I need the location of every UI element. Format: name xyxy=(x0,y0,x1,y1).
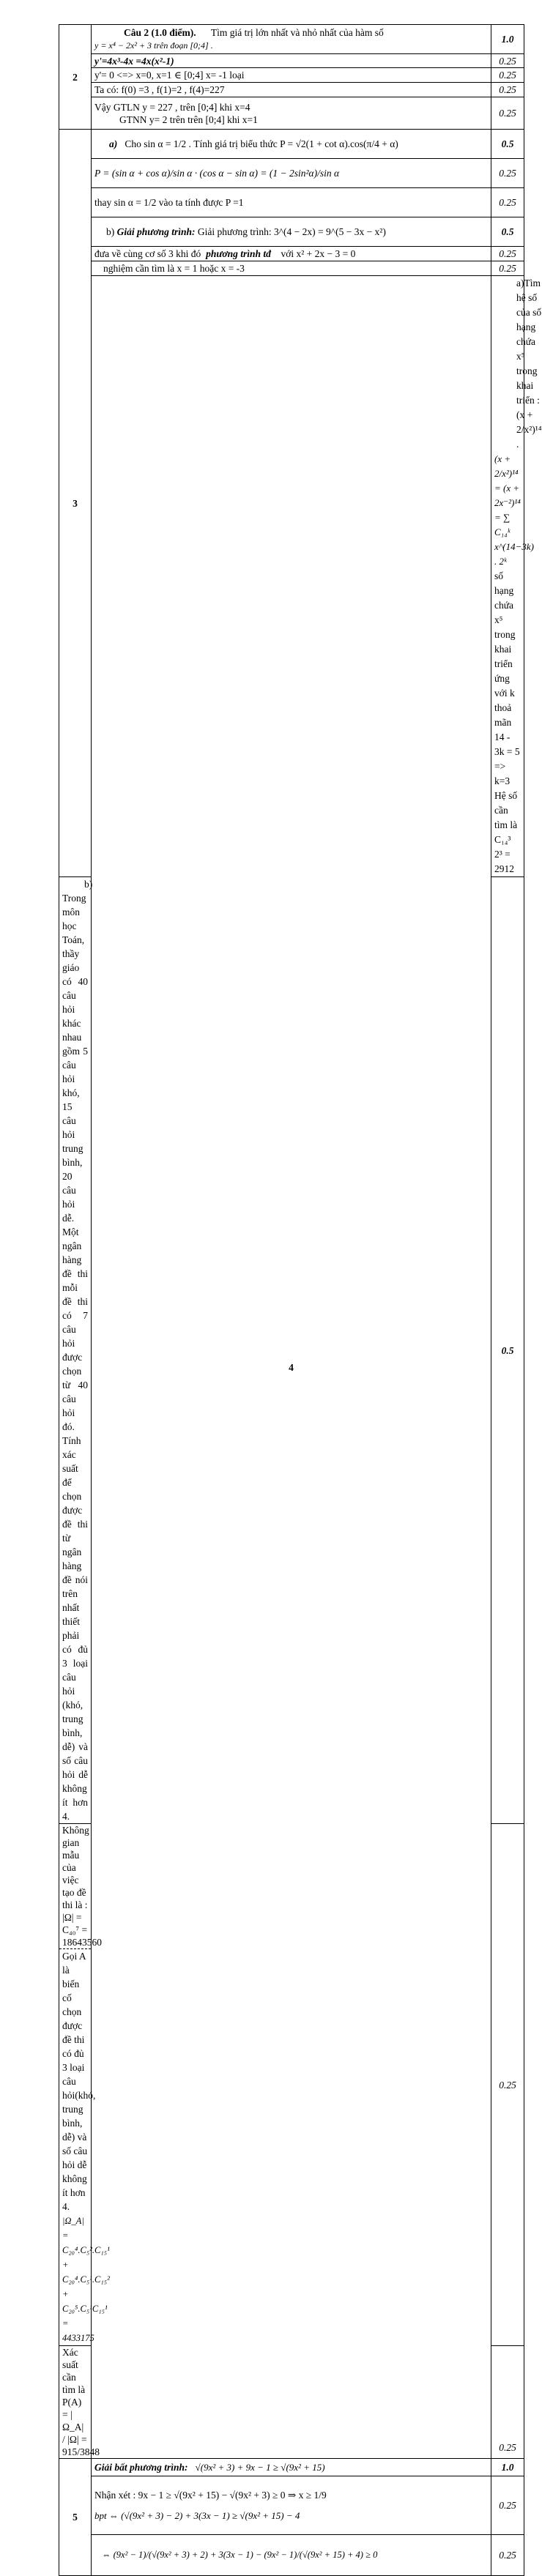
q4-b-event-score: 0.25 xyxy=(491,1824,524,2346)
q5-title-expr: √(9x² + 3) + 9x − 1 ≥ √(9x² + 15) xyxy=(195,2462,325,2473)
q4-b-event-calc: |Ω_A| = C₂₀⁴.C₅².C₁₅¹ + C₂₀⁴.C₅¹.C₁₅² + C₂₀⁵.C₅¹C₁₅¹ = 4433175 xyxy=(62,2216,110,2343)
q2-step-2: y'= 0 <=> x=0, x=1 ∈ [0;4] x= -1 loại xyxy=(92,68,491,83)
q3-b-step-2-score: 0.25 xyxy=(491,261,524,276)
q2-step-3-score: 0.25 xyxy=(491,83,524,97)
question-number-3: 3 xyxy=(59,130,92,877)
q3-b-prompt: Giải phương trình: 3^(4 − 2x) = 9^(5 − 3x − x²) xyxy=(197,226,386,237)
q2-conclusion-cell xyxy=(92,97,491,130)
q5-remark-cell xyxy=(92,2476,491,2535)
q2-prompt: Tìm giá trị lớn nhất và nhỏ nhất của hàm số xyxy=(210,27,384,38)
q3-a-label: a) xyxy=(109,138,118,149)
q2-conclusion-min: GTNN y= 2 trên trên [0;4] khi x=1 xyxy=(119,113,258,125)
q4-b-probability: Xác suất cần tìm là P(A) = |Ω_A| / |Ω| = 915/3848 xyxy=(59,2346,92,2459)
q2-title: Câu 2 (1.0 điểm). xyxy=(124,27,196,38)
q3-a-step-1-score: 0.25 xyxy=(491,159,524,188)
q5-final-score: 0.25 xyxy=(491,2535,524,2576)
q3-b-step-2-cell xyxy=(92,261,491,276)
q4-b-event: Gọi A là biến cố chọn được đề thi có đủ 3 loại câu hỏi(khó, trung bình, dễ) và số câu hỏi dễ không ít hơn 4. xyxy=(62,1951,96,2212)
q4-b-score: 0.5 xyxy=(491,877,524,1824)
q2-conclusion-score: 0.25 xyxy=(491,97,524,130)
q3-b-label: b) xyxy=(106,226,115,237)
q4-b-probability-score: 0.25 xyxy=(491,2346,524,2459)
q2-step-3: Ta có: f(0) =3 , f(1)=2 , f(4)=227 xyxy=(92,83,491,97)
q4-a-expand: (x + 2/x²)¹⁴ = (x + 2x⁻²)¹⁴ = ∑ C₁₄ᵏ x^(14−3k) . 2ᵏ xyxy=(494,453,534,567)
q3-b-step-1-score: 0.25 xyxy=(491,247,524,261)
question-number-5: 5 xyxy=(59,2459,92,2576)
q3-a-step-2: thay sin α = 1/2 vào ta tính được P =1 xyxy=(92,188,491,217)
q2-step-1: y'=4x³-4x =4x(x²-1) xyxy=(92,54,491,68)
q3-b-bold: Giải phương trình: xyxy=(116,226,196,237)
q2-title-score: 1.0 xyxy=(491,25,524,54)
q3-b-step-1-pre: đưa về cùng cơ số 3 khi đó xyxy=(94,248,201,259)
q5-title-score: 1.0 xyxy=(491,2459,524,2476)
question-number-4: 4 xyxy=(92,276,491,2459)
q2-function: y = x⁴ − 2x² + 3 trên đoạn [0;4] . xyxy=(94,40,213,51)
q4-a-line-3: số hạng chứa x⁵ trong khai triển ứng với k thoả mãn 14 - 3k = 5 => k=3 xyxy=(494,570,520,786)
q3-a-prompt: Cho sin α = 1/2 . Tính giá trị biểu thức P = √2(1 + cot α).cos(π/4 + α) xyxy=(125,138,398,149)
q5-remark: Nhận xét : 9x − 1 ≥ √(9x² + 15) − √(9x² + 3) ≥ 0 ⇒ x ≥ 1/9 xyxy=(94,2489,327,2501)
q3-a-step-1: P = (sin α + cos α)/sin α · (cos α − sin α) = (1 − 2sin²α)/sin α xyxy=(92,159,491,188)
q3-b-step-1-cell xyxy=(92,247,491,261)
q4-a-cell xyxy=(491,276,542,877)
q4-a-line-4: Hệ số cần tìm là C₁₄³ 2³ = 2912 xyxy=(494,790,518,874)
question-number-2: 2 xyxy=(59,25,92,130)
q2-title-cell xyxy=(92,25,491,54)
q4-a-prompt: a)Tìm hệ số của số hạng chứa x⁵ trong khai triển : (x + 2/x²)¹⁴ . xyxy=(516,278,542,450)
q5-remark-score: 0.25 xyxy=(491,2476,524,2535)
q4-b-prompt: b) Trong môn học Toán, thầy giáo có 40 câu hỏi khác nhau gồm 5 câu hỏi khó, 15 câu hỏi trung bình, 20 câu hỏi dễ. Một ngân hàng đề thi mỗi đề thi có 7 câu hỏi được chọn từ 40 câu hỏi đó. Tính xác suất để chọn được đề thi từ ngân hàng đề nói trên nhất thiết phải có đủ 3 loại câu hỏi (khó, trung bình, dễ) và số câu hỏi dễ không ít hơn 4. xyxy=(59,877,92,1824)
q2-conclusion-max: Vậy GTLN y = 227 , trên [0;4] khi x=4 xyxy=(94,101,250,113)
q4-b-sample-space: Không gian mẫu của việc tạo đề thi là : |Ω| = C₄₀⁷ = 18643560 xyxy=(59,1824,92,1949)
q3-a-step-2-score: 0.25 xyxy=(491,188,524,217)
q5-title-bold: Giải bất phương trình: xyxy=(94,2462,188,2473)
q3-a-score: 0.5 xyxy=(491,130,524,159)
q4-b-event-cell xyxy=(59,1949,110,2346)
q3-b-score: 0.5 xyxy=(491,217,524,247)
answer-table xyxy=(59,24,542,2576)
q3-b-step-1-post: với x² + 2x − 3 = 0 xyxy=(281,248,356,259)
q3-a-prompt-cell xyxy=(92,130,491,159)
q5-final: ⇔ (9x² − 1)/(√(9x² + 3) + 2) + 3(3x − 1) − (9x² − 1)/(√(9x² + 15) + 4) ≥ 0 xyxy=(92,2535,491,2576)
q2-step-1-score: 0.25 xyxy=(491,54,524,68)
q5-bpt: bpt ⇔ (√(9x² + 3) − 2) + 3(3x − 1) ≥ √(9x² + 15) − 4 xyxy=(94,2509,300,2521)
q2-step-2-score: 0.25 xyxy=(491,68,524,83)
q3-b-step-2: nghiệm cần tìm là x = 1 hoặc x = -3 xyxy=(103,263,245,274)
q5-title-cell xyxy=(92,2459,491,2476)
q3-b-step-1-bold: phương trình tđ xyxy=(206,248,271,259)
q3-b-prompt-cell xyxy=(92,217,491,247)
